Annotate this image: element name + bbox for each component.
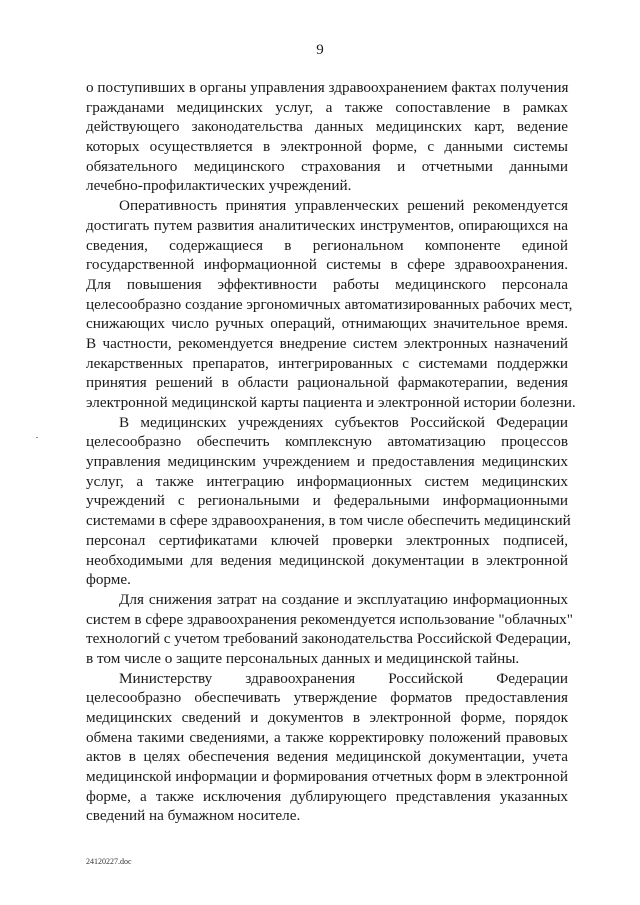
- text-line: сведения, содержащиеся в региональном компоненте единой: [86, 236, 568, 254]
- text-line: целесообразно обеспечить комплексную автоматизацию процессов: [86, 433, 568, 451]
- text-line: необходимыми для ведения медицинской документации в электронной: [86, 551, 568, 569]
- text-line: В частности, рекомендуется внедрение систем электронных назначений: [86, 334, 568, 352]
- text-line: которых осуществляется в электронной форме, с данными системы: [86, 138, 568, 156]
- text-line: услуг, а также интеграцию информационных систем медицинских: [86, 472, 568, 490]
- text-line: обмена такими сведениями, а также корректировку положений правовых: [86, 728, 568, 746]
- text-line: форме, а также исключения дублирующего представления указанных: [86, 787, 568, 805]
- text-line: персонал сертификатами ключей проверки электронных подписей,: [86, 531, 568, 549]
- text-line: целесообразно обеспечивать утверждение форматов предоставления: [86, 689, 568, 707]
- scan-speck: [36, 437, 38, 438]
- text-line: Для снижения затрат на создание и эксплуатацию информационных: [119, 590, 568, 608]
- text-line: лекарственных препаратов, интегрированных с системами поддержки: [86, 354, 568, 372]
- paragraph-p5: [86, 669, 568, 827]
- text-line: сведений на бумажном носителе.: [86, 807, 301, 825]
- paragraph-p2: [86, 196, 576, 413]
- text-line: технологий с учетом требований законодательства Российской Федерации,: [86, 630, 572, 648]
- text-line: электронной медицинской карты пациента и электронной истории болезни.: [86, 394, 576, 411]
- text-line: снижающих число ручных операций, отнимающих значительное время.: [86, 315, 568, 333]
- paragraph-p3: [86, 413, 571, 590]
- text-line: о поступивших в органы управления здравоохранением фактах получения: [86, 79, 569, 96]
- footer-filename: 24120227.doc: [86, 857, 132, 866]
- text-line: актов в целях обеспечения ведения медицинской документации, учета: [86, 748, 568, 766]
- paragraph-p4: [86, 590, 573, 669]
- page-number: 9: [316, 42, 324, 58]
- text-line: системами в сфере здравоохранения, в том числе обеспечить медицинский: [86, 512, 571, 530]
- text-line: целесообразно создание эргономичных автоматизированных рабочих мест,: [86, 295, 573, 313]
- text-line: обязательного медицинского страхования и отчетными данными: [86, 157, 568, 175]
- text-line: государственной информационной системы в сфере здравоохранения.: [86, 256, 568, 274]
- text-line: медицинских сведений и документов в электронной форме, порядок: [86, 709, 568, 726]
- text-line: форме.: [86, 571, 131, 589]
- text-line: медицинской информации и формирования отчетных форм в электронной: [86, 768, 568, 786]
- text-line: гражданами медицинских услуг, а также сопоставление в рамках: [86, 98, 568, 116]
- text-line: систем в сфере здравоохранения рекомендуется использование "облачных": [86, 610, 573, 628]
- text-line: Министерству здравоохранения Российской Федерации: [119, 669, 568, 687]
- text-line: в том числе о защите персональных данных и медицинской тайны.: [86, 649, 520, 667]
- text-line: Оперативность принятия управленческих решений рекомендуется: [119, 197, 568, 215]
- text-line: принятия решений в области рациональной фармакотерапии, ведения: [86, 374, 568, 392]
- text-line: учреждений с региональными и федеральными информационными: [86, 492, 568, 510]
- document-body: [86, 78, 576, 826]
- text-line: лечебно-профилактических учреждений.: [86, 177, 352, 195]
- text-line: действующего законодательства данных медицинских карт, ведение: [86, 118, 568, 136]
- text-line: В медицинских учреждениях субъектов Российской Федерации: [119, 413, 568, 431]
- text-line: управления медицинским учреждением и предоставления медицинских: [86, 453, 568, 471]
- text-line: Для повышения эффективности работы медицинского персонала: [86, 275, 568, 293]
- text-line: достигать путем развития аналитических инструментов, опирающихся на: [86, 216, 568, 234]
- paragraph-p1: [86, 78, 568, 196]
